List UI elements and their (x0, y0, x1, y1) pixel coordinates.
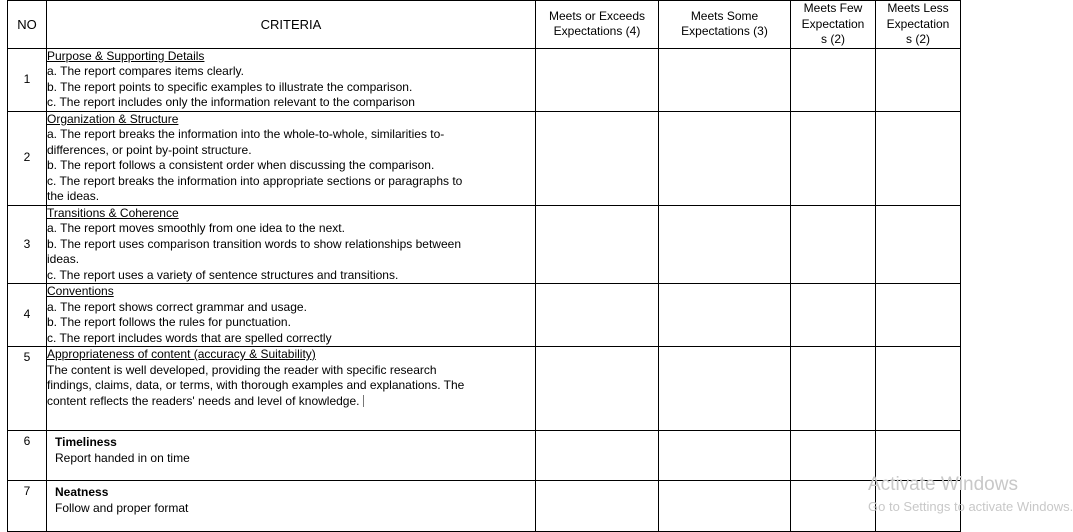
criteria-line: differences, or point by-point structure. (47, 142, 252, 157)
score-cell-2[interactable] (791, 481, 876, 532)
header-line: Expectation (886, 16, 950, 31)
row-number: 1 (8, 48, 47, 111)
criteria-line: findings, claims, data, or terms, with thorough examples and explanations. The (47, 378, 465, 392)
criteria-line: c. The report breaks the information into appropriate sections or paragraphs to (47, 173, 463, 188)
header-no: NO (8, 1, 47, 49)
row-number: 7 (8, 481, 47, 532)
criteria-heading: Purpose & Supporting Details (47, 48, 205, 63)
score-cell-2[interactable] (791, 48, 876, 111)
score-cell-4[interactable] (536, 481, 659, 532)
criteria-line: b. The report follows a consistent order when discussing the comparison. (47, 158, 435, 172)
criteria-line: Follow and proper format (55, 500, 189, 515)
score-cell-1[interactable] (876, 205, 961, 284)
score-cell-4[interactable] (536, 205, 659, 284)
row-number: 5 (8, 347, 47, 431)
header-row (8, 1, 961, 49)
score-cell-4[interactable] (536, 284, 659, 347)
score-cell-3[interactable] (659, 205, 791, 284)
criteria-heading: Appropriateness of content (accuracy & Suitability) (47, 347, 316, 361)
text-cursor (363, 395, 364, 407)
row-number: 2 (8, 111, 47, 205)
criteria-heading: Conventions (47, 284, 114, 298)
criteria-line: b. The report uses comparison transition words to show relationships between (47, 236, 461, 251)
header-line: s (2) (906, 32, 930, 46)
table-row (8, 48, 961, 111)
criteria-line: c. The report uses a variety of sentence structures and transitions. (47, 267, 399, 282)
criteria-line-text: content reflects the readers' needs and level of knowledge. (47, 393, 360, 408)
watermark-title: Activate Windows (868, 474, 1018, 495)
score-cell-4[interactable] (536, 111, 659, 205)
row-number: 6 (8, 431, 47, 481)
rubric-table (7, 0, 961, 532)
criteria-line: the ideas. (47, 189, 100, 203)
criteria-line: b. The report points to specific examples to illustrate the comparison. (47, 79, 413, 94)
score-cell-4[interactable] (536, 431, 659, 481)
header-line: Expectations (3) (681, 24, 768, 39)
header-meets-or-exceeds (536, 1, 659, 49)
header-meets-less (876, 1, 961, 49)
criteria-line: a. The report breaks the information into the whole-to-whole, similarities to- (47, 127, 445, 141)
score-cell-1[interactable] (876, 48, 961, 111)
criteria-line: a. The report moves smoothly from one idea to the next. (47, 221, 345, 235)
score-cell-2[interactable] (791, 347, 876, 431)
activation-watermark (868, 474, 1073, 527)
header-line: Meets Less (887, 1, 949, 15)
watermark-subtitle: Go to Settings to activate Windows. (868, 499, 1073, 514)
criteria-line (47, 394, 535, 410)
row-number: 4 (8, 284, 47, 347)
header-line: s (2) (821, 32, 845, 46)
header-line: Meets Few (803, 1, 863, 15)
score-cell-1[interactable] (876, 347, 961, 431)
header-line: Expectation (801, 16, 865, 31)
criteria-heading: Transitions & Coherence (47, 205, 179, 220)
criteria-line: a. The report shows correct grammar and usage. (47, 299, 307, 314)
criteria-heading: Organization & Structure (47, 111, 179, 126)
row-number: 3 (8, 205, 47, 284)
table-row (8, 111, 961, 205)
score-cell-4[interactable] (536, 48, 659, 111)
header-criteria: CRITERIA (47, 1, 536, 49)
score-cell-2[interactable] (791, 284, 876, 347)
score-cell-3[interactable] (659, 111, 791, 205)
criteria-heading: Timeliness (55, 435, 117, 449)
criteria-line: The content is well developed, providing the reader with specific research (47, 362, 437, 377)
criteria-cell (47, 431, 536, 481)
criteria-cell (47, 347, 536, 431)
criteria-line: ideas. (47, 252, 80, 266)
score-cell-2[interactable] (791, 111, 876, 205)
criteria-cell (47, 48, 536, 111)
criteria-line: Report handed in on time (55, 450, 190, 465)
score-cell-3[interactable] (659, 284, 791, 347)
score-cell-3[interactable] (659, 347, 791, 431)
criteria-cell (47, 284, 536, 347)
score-cell-3[interactable] (659, 48, 791, 111)
header-line: Expectations (4) (553, 24, 641, 39)
criteria-line: a. The report compares items clearly. (47, 64, 244, 78)
criteria-cell (47, 111, 536, 205)
score-cell-1[interactable] (876, 111, 961, 205)
table-row (8, 431, 961, 481)
table-row (8, 347, 961, 431)
criteria-line: b. The report follows the rules for punctuation. (47, 315, 291, 329)
criteria-line: c. The report includes only the information relevant to the comparison (47, 95, 415, 109)
score-cell-4[interactable] (536, 347, 659, 431)
score-cell-3[interactable] (659, 481, 791, 532)
header-line: Meets or Exceeds (548, 8, 646, 23)
criteria-cell (47, 481, 536, 532)
criteria-cell (47, 205, 536, 284)
criteria-line: c. The report includes words that are spelled correctly (47, 330, 332, 345)
header-line: Meets Some (690, 8, 759, 23)
table-row (8, 284, 961, 347)
score-cell-1[interactable] (876, 431, 961, 481)
score-cell-3[interactable] (659, 431, 791, 481)
header-meets-some (659, 1, 791, 49)
score-cell-2[interactable] (791, 431, 876, 481)
table-row (8, 481, 961, 532)
score-cell-1[interactable] (876, 284, 961, 347)
table-row (8, 205, 961, 284)
header-meets-few (791, 1, 876, 49)
criteria-heading: Neatness (55, 485, 109, 499)
score-cell-2[interactable] (791, 205, 876, 284)
